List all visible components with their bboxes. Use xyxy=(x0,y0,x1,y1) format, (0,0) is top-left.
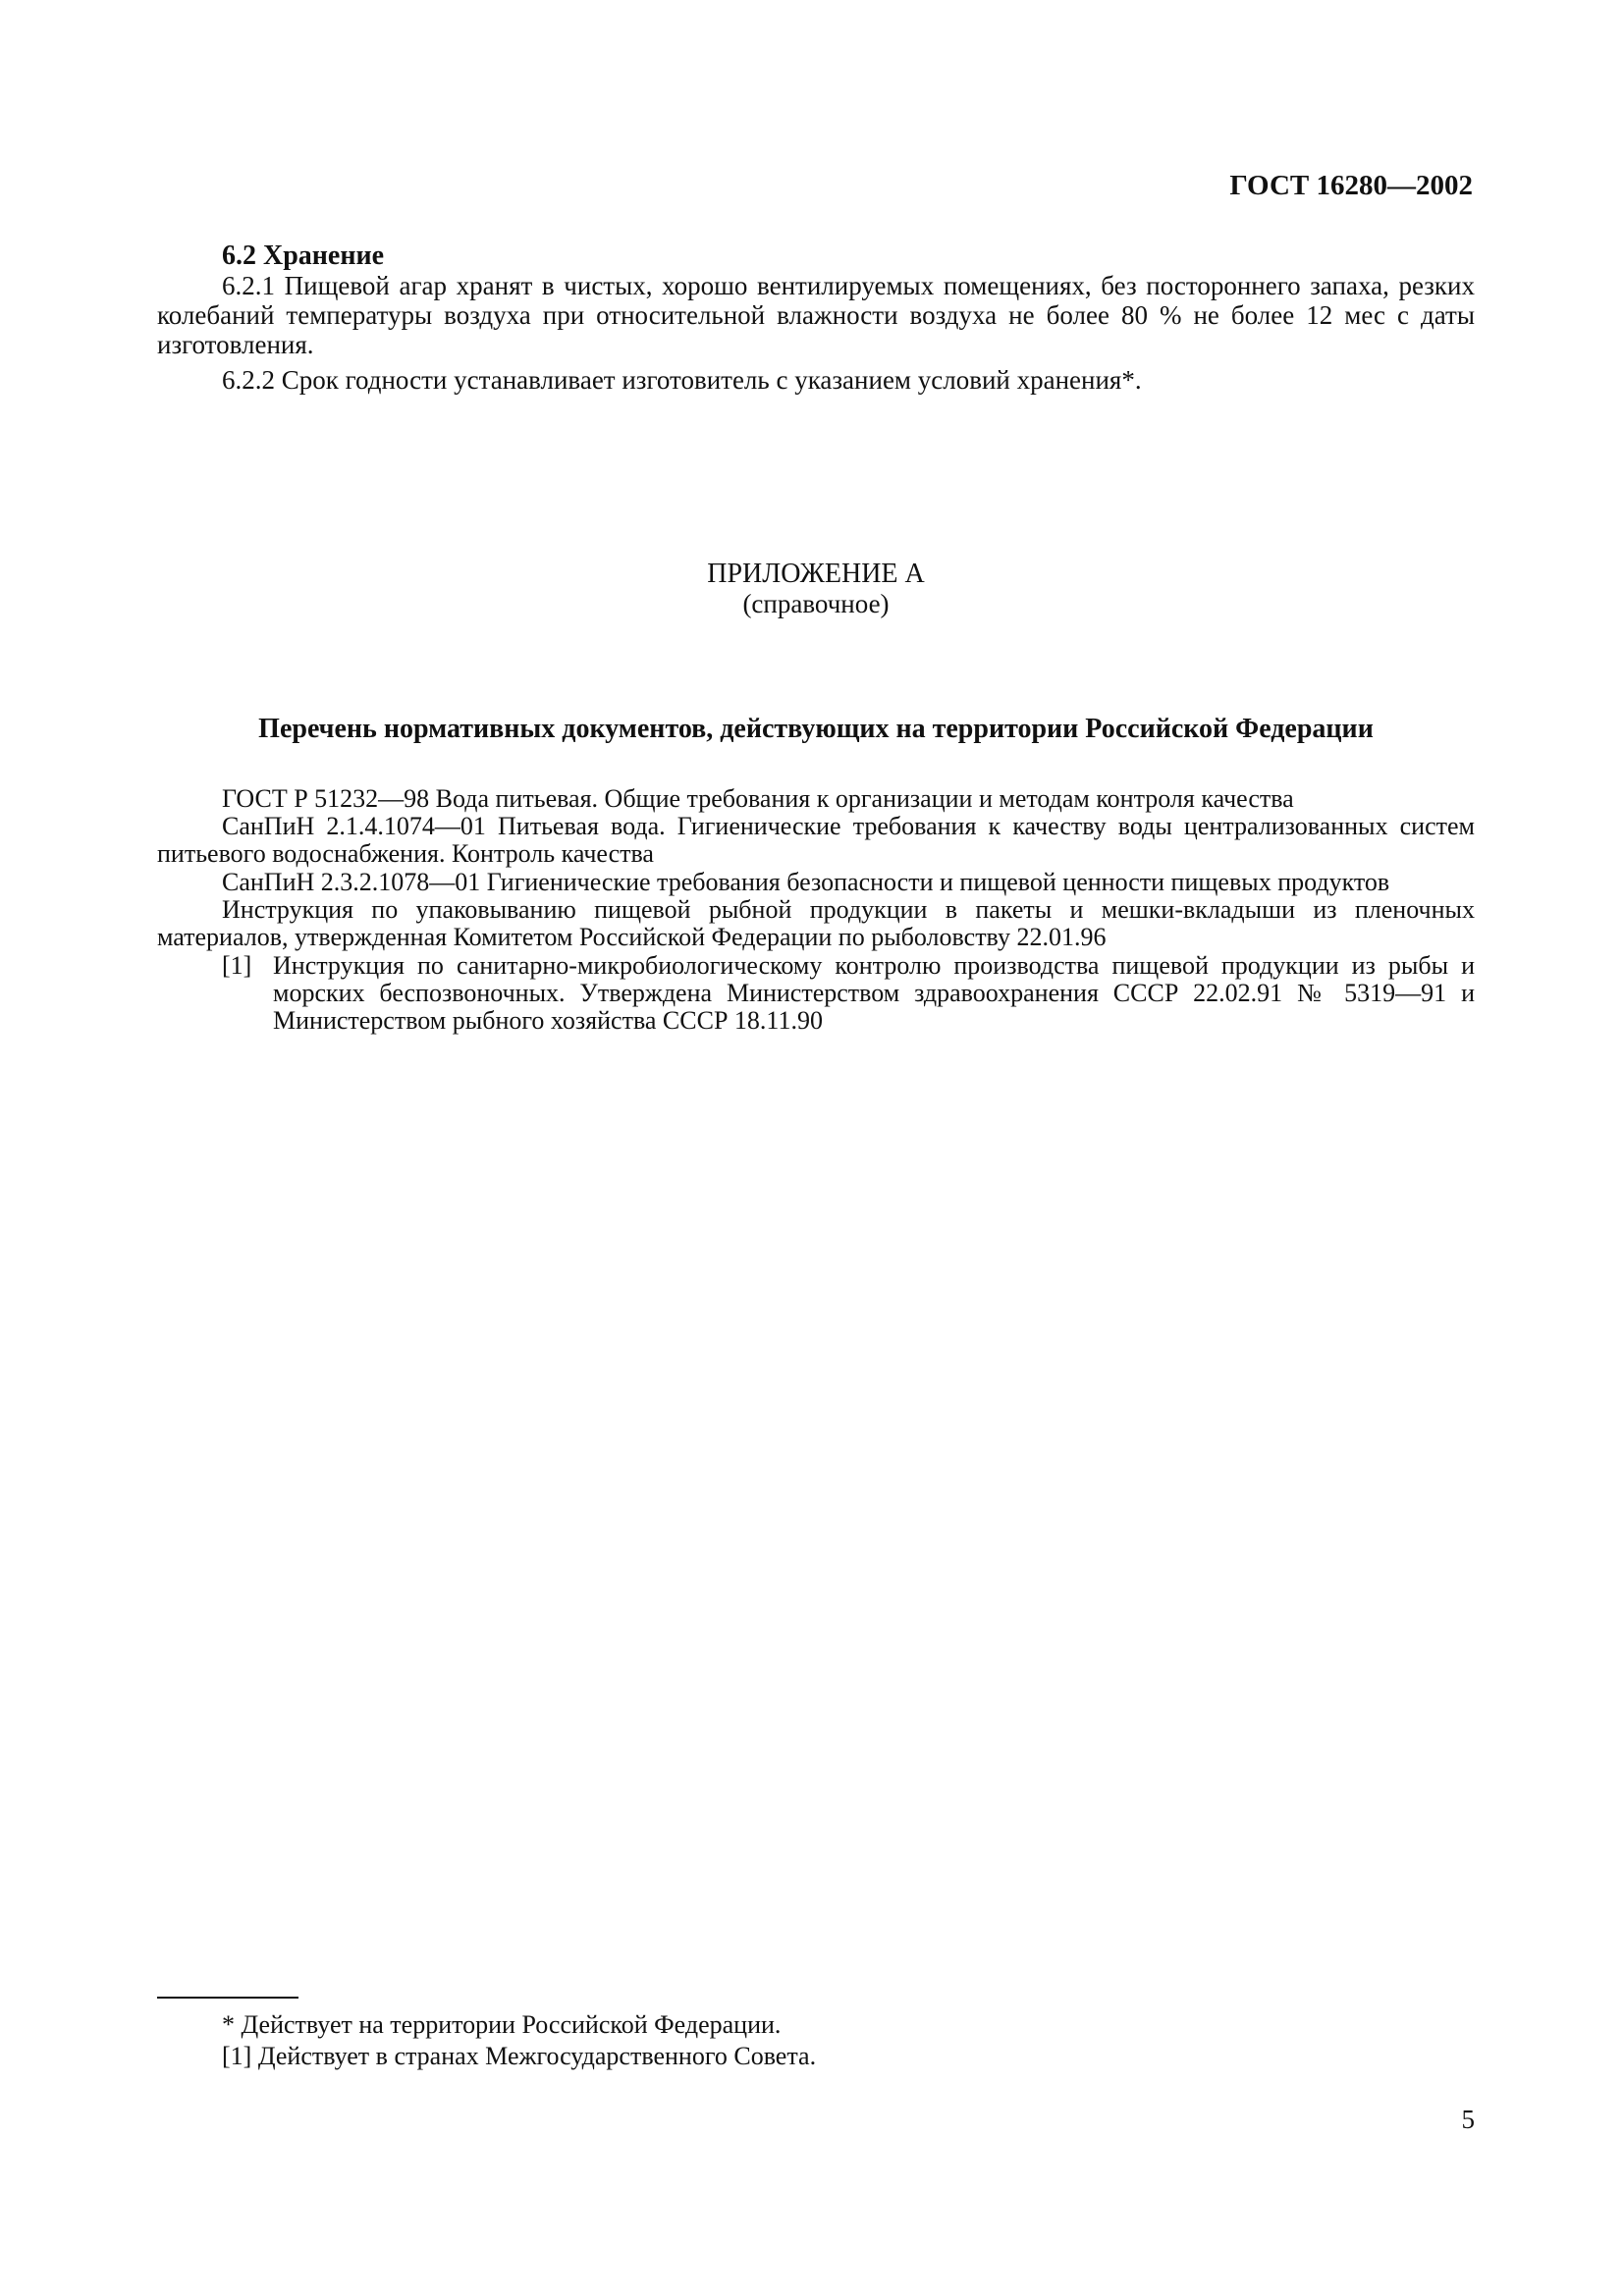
section-title: 6.2 Хранение xyxy=(222,240,385,271)
paragraph-6-2-1: 6.2.1 Пищевой агар хранят в чистых, хорошо вентилируемых помещениях, без постороннего запаха, резких колебаний температуры воздуха при относительной влажности воздуха не более 80 % не более 12 мес с даты изготовления. xyxy=(157,271,1475,359)
reference-item-numbered xyxy=(157,952,1475,1035)
footnote: * Действует на территории Российской Федерации. xyxy=(222,2010,782,2039)
reference-item: СанПиН 2.3.2.1078—01 Гигиенические требования безопасности и пищевой ценности пищевых продуктов xyxy=(222,868,1390,896)
reference-item: СанПиН 2.1.4.1074—01 Питьевая вода. Гигиенические требования к качеству воды централизованных систем питьевого водоснабжения. Контроль качества xyxy=(157,812,1475,868)
reference-item: ГОСТ Р 51232—98 Вода питьевая. Общие требования к организации и методам контроля качества xyxy=(222,784,1294,813)
reference-item: Инструкция по упаковыванию пищевой рыбной продукции в пакеты и мешки-вкладыши из пленочных материалов, утвержденная Комитетом Российской Федерации по рыболовству 22.01.96 xyxy=(157,895,1475,951)
page-number: 5 xyxy=(1461,2105,1475,2134)
footnote: [1] Действует в странах Межгосударственного Совета. xyxy=(222,2042,817,2070)
document-code-header: ГОСТ 16280—2002 xyxy=(1229,170,1473,201)
normative-documents-heading: Перечень нормативных документов, действующих на территории Российской Федерации xyxy=(258,714,1374,744)
appendix-subtitle: (справочное) xyxy=(742,589,890,618)
appendix-title: ПРИЛОЖЕНИЕ А xyxy=(707,559,925,589)
footnote-divider xyxy=(157,1997,298,1999)
reference-text: Инструкция по санитарно-микробиологическому контролю производства пищевой продукции из рыбы и морских беспозвоночных. Утверждена Министерством здравоохранения СССР 22.02.91 № 5319—91 и Министерством рыбного хозяйства СССР 18.11.90 xyxy=(273,951,1475,1035)
paragraph-6-2-2: 6.2.2 Срок годности устанавливает изготовитель с указанием условий хранения*. xyxy=(222,365,1142,395)
reference-number: [1] xyxy=(222,951,252,980)
